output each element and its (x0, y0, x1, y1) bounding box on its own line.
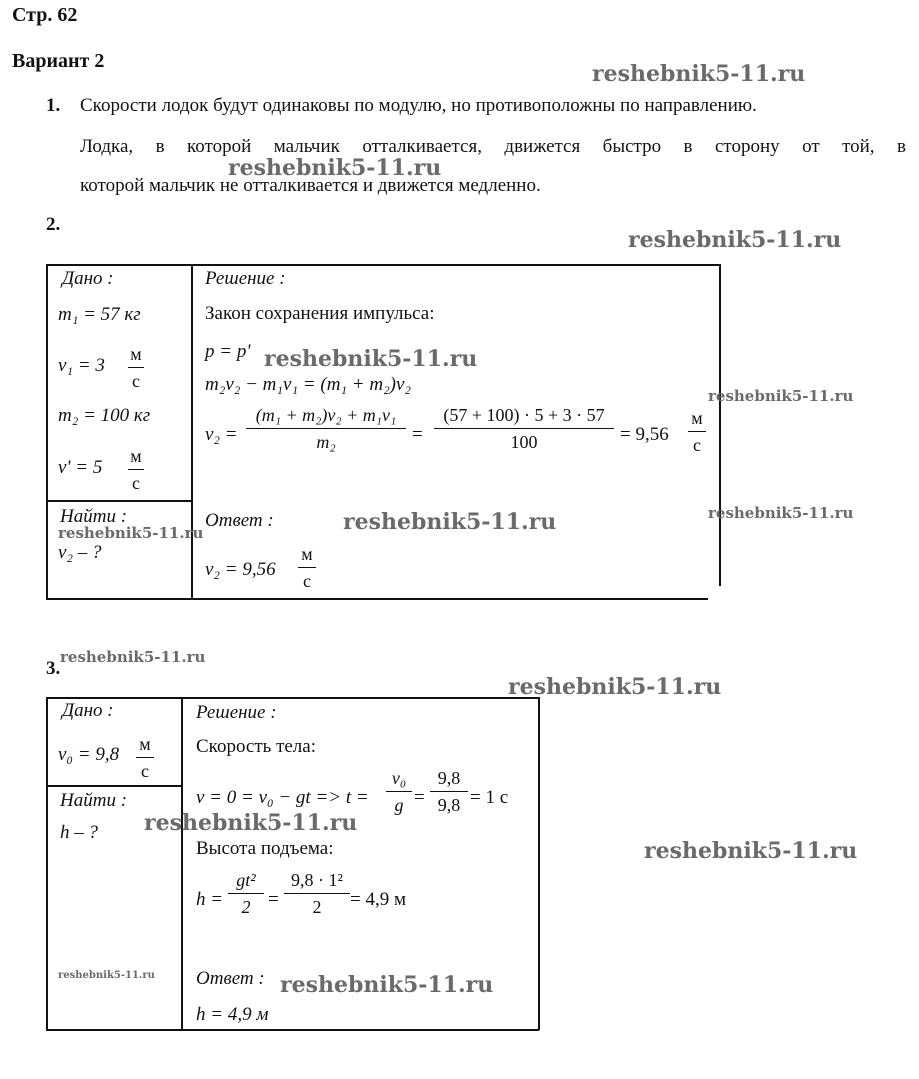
problem2-result-unit: м с (688, 408, 706, 456)
problem3-height-title: Высота подъема: (196, 838, 334, 859)
problem1-number: 1. (46, 95, 61, 116)
problem3-h-numeric-fraction: 9,8 · 1² 2 (284, 870, 350, 918)
watermark: reshebnik5-11.ru (644, 838, 858, 864)
watermark: reshebnik5-11.ru (628, 227, 842, 253)
page-label: Стр. 62 (12, 4, 78, 26)
problem3-h-label: h = (196, 889, 224, 910)
problem2-numeric-fraction: (57 + 100) · 5 + 3 · 57 100 (434, 405, 614, 453)
problem2-vprime-unit: м с (128, 446, 144, 494)
problem3-find-header: Найти : (60, 790, 128, 811)
problem3-speed-title: Скорость тела: (196, 736, 316, 757)
watermark: reshebnik5-11.ru (280, 972, 494, 998)
problem2-solution-header: Решение : (205, 268, 286, 289)
watermark: reshebnik5-11.ru (228, 155, 442, 181)
problem2-answer-header: Ответ : (205, 510, 274, 531)
watermark: reshebnik5-11.ru (264, 346, 478, 372)
problem3-h-fraction: gt² 2 (228, 870, 264, 918)
problem3-solution-header: Решение : (196, 702, 277, 723)
problem2-m2: m₂ = 100 кг (58, 405, 151, 426)
problem2-v1: v₁ = 3 (58, 355, 105, 376)
problem3-t-fraction: v₀ g (386, 768, 412, 816)
problem2-given-header: Дано : (62, 268, 114, 289)
watermark: reshebnik5-11.ru (58, 970, 155, 981)
problem1-line2: Лодка, в которой мальчик отталкивается, движется быстро в сторону от той, в (80, 136, 906, 157)
watermark: reshebnik5-11.ru (343, 509, 557, 535)
problem3-given-header: Дано : (62, 700, 114, 721)
watermark: reshebnik5-11.ru (708, 387, 854, 405)
variant-title: Вариант 2 (12, 50, 105, 72)
problem2-v-prime: v' = 5 (58, 457, 103, 478)
problem2-answer: v₂ = 9,56 (205, 559, 276, 580)
watermark: reshebnik5-11.ru (58, 524, 204, 542)
problem2-law: Закон сохранения импульса: (205, 303, 435, 324)
watermark: reshebnik5-11.ru (592, 61, 806, 87)
problem3-v0-unit: м с (136, 734, 154, 782)
problem2-find-header: Найти : (60, 506, 128, 527)
problem2-result: = 9,56 (620, 424, 669, 445)
problem2-equals: = (412, 424, 423, 445)
watermark: reshebnik5-11.ru (60, 648, 206, 666)
problem2-eq1: p = p' (205, 341, 251, 362)
problem1-line3: которой мальчик не отталкивается и движется медленно. (80, 175, 541, 196)
problem3-equals1: = (414, 787, 425, 808)
problem3-find: h – ? (60, 822, 98, 843)
problem2-v2-label: v₂ = (205, 424, 238, 445)
watermark: reshebnik5-11.ru (144, 810, 358, 836)
problem3-v0: v₀ = 9,8 (58, 744, 120, 765)
problem2-formula-fraction: (m₁ + m₂)v₂ + m₁v₁ m₂ (246, 405, 406, 453)
problem2-find: v₂ – ? (58, 542, 102, 563)
problem3-speed-eq: v = 0 = v₀ − gt => t = (196, 787, 369, 808)
problem3-t-numeric-fraction: 9,8 9,8 (430, 768, 468, 816)
problem2-m1: m₁ = 57 кг (58, 304, 141, 325)
problem3-equals2: = (268, 889, 279, 910)
problem2-eq2: m₂v₂ − m₁v₁ = (m₁ + m₂)v₂ (205, 374, 412, 395)
problem2-answer-unit: м с (298, 544, 316, 592)
problem3-h-result: = 4,9 м (350, 889, 406, 910)
problem3-number: 3. (46, 658, 61, 679)
problem3-t-result: = 1 с (470, 787, 509, 808)
problem3-answer-header: Ответ : (196, 968, 265, 989)
problem2-v1-unit: м с (128, 344, 144, 392)
problem2-number: 2. (46, 214, 61, 235)
watermark: reshebnik5-11.ru (708, 504, 854, 522)
problem1-line1: Скорости лодок будут одинаковы по модулю, но противоположны по направлению. (80, 95, 757, 116)
watermark: reshebnik5-11.ru (508, 674, 722, 700)
problem3-answer: h = 4,9 м (196, 1004, 269, 1025)
